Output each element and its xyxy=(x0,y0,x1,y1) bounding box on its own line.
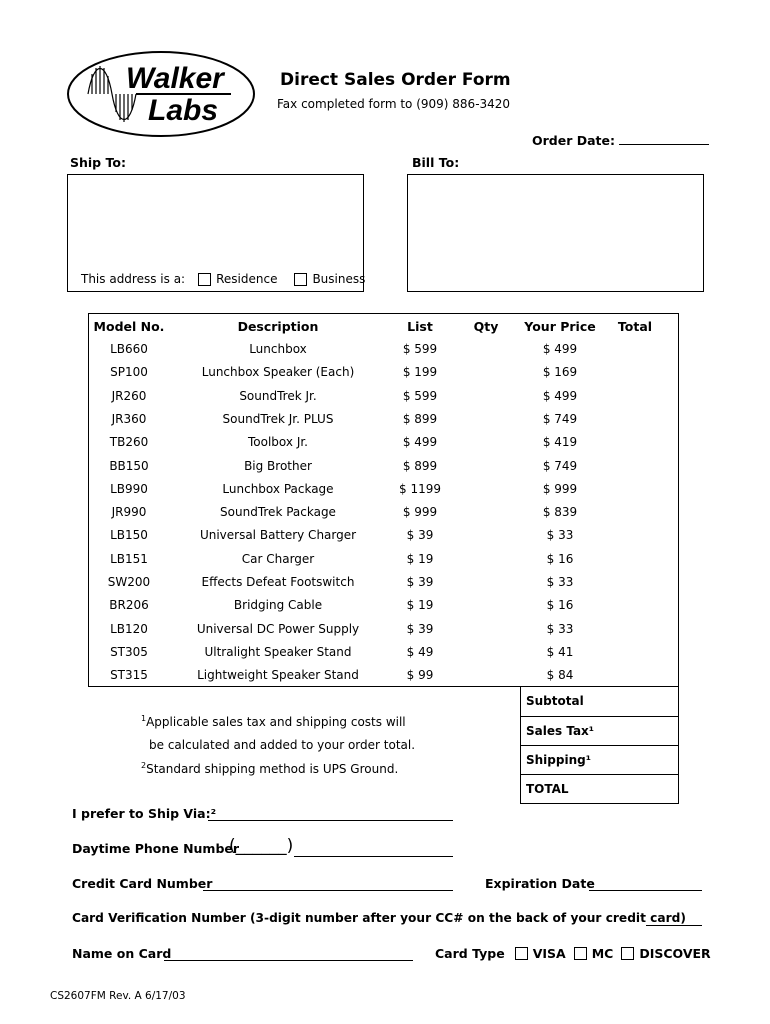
table-row xyxy=(89,524,678,547)
qty-cell[interactable] xyxy=(461,431,511,454)
your-price-cell: $ 999 xyxy=(542,481,578,496)
description-cell: Lunchbox Package xyxy=(222,481,334,496)
table-row xyxy=(89,571,678,594)
your-price-cell: $ 499 xyxy=(542,342,578,356)
note-1: $^1$Applicable sales tax and shipping costs will xyxy=(141,714,406,729)
model-cell: SP100 xyxy=(110,365,148,380)
total-row[interactable]: TOTAL xyxy=(521,774,678,803)
your-price-cell: $ 499 xyxy=(542,388,578,403)
qty-cell[interactable] xyxy=(461,641,511,664)
table-row xyxy=(89,641,678,664)
your-price-cell: $ 41 xyxy=(546,644,574,659)
bill-to-box[interactable] xyxy=(407,174,704,292)
expiration-line[interactable] xyxy=(589,890,702,891)
qty-cell[interactable] xyxy=(461,455,511,478)
business-label: Business xyxy=(312,272,366,286)
ship-via-line[interactable] xyxy=(208,820,453,821)
model-cell: BB150 xyxy=(109,458,149,473)
model-cell: LB120 xyxy=(110,621,148,636)
discover-label: DISCOVER xyxy=(639,946,711,961)
order-date-label: Order Date: xyxy=(532,133,615,148)
form-title: Direct Sales Order Form xyxy=(280,70,511,90)
note-1-line-1: Applicable sales tax and shipping costs will xyxy=(146,715,406,729)
total-cell[interactable] xyxy=(609,664,661,687)
ship-to-label: Ship To: xyxy=(70,155,126,170)
table-row xyxy=(89,501,678,524)
description-cell: Effects Defeat Footswitch xyxy=(201,575,355,589)
total-cell[interactable] xyxy=(609,524,661,547)
total-cell[interactable] xyxy=(609,455,661,478)
totals-box xyxy=(520,686,679,804)
list-price-cell: $ 599 xyxy=(402,388,438,403)
total-cell[interactable] xyxy=(609,501,661,524)
your-price-cell: $ 84 xyxy=(546,668,574,683)
qty-cell[interactable] xyxy=(461,338,511,361)
list-price-cell: $ 199 xyxy=(402,365,438,380)
list-price-cell: $ 599 xyxy=(402,342,438,356)
your-price-cell: $ 33 xyxy=(546,528,574,543)
table-row xyxy=(89,618,678,641)
list-price-cell: $ 39 xyxy=(406,528,434,543)
table-row xyxy=(89,478,678,501)
description-cell: SoundTrek Package xyxy=(220,505,336,520)
header-your-price: Your Price xyxy=(524,319,596,334)
visa-checkbox[interactable] xyxy=(515,947,528,960)
qty-cell[interactable] xyxy=(461,571,511,594)
header-description: Description xyxy=(237,319,319,334)
your-price-cell: $ 33 xyxy=(546,575,574,589)
table-row xyxy=(89,455,678,478)
description-cell: Universal Battery Charger xyxy=(199,528,357,543)
phone-line[interactable] xyxy=(294,856,453,857)
bill-to-label: Bill To: xyxy=(412,155,460,170)
your-price-cell: $ 749 xyxy=(542,411,578,426)
list-price-cell: $ 899 xyxy=(402,458,438,473)
model-cell: SW200 xyxy=(107,575,151,589)
list-price-cell: $ 1199 xyxy=(399,481,441,496)
qty-cell[interactable] xyxy=(461,618,511,641)
total-cell[interactable] xyxy=(609,361,661,384)
credit-card-line[interactable] xyxy=(203,890,453,891)
model-cell: ST315 xyxy=(110,668,148,683)
model-cell: JR990 xyxy=(111,505,147,520)
header-list: List xyxy=(407,319,433,334)
list-price-cell: $ 39 xyxy=(406,621,434,636)
qty-cell[interactable] xyxy=(461,361,511,384)
qty-cell[interactable] xyxy=(461,501,511,524)
total-cell[interactable] xyxy=(609,641,661,664)
table-row xyxy=(89,548,678,571)
description-cell: Lightweight Speaker Stand xyxy=(197,668,359,683)
note-2-text: Standard shipping method is UPS Ground. xyxy=(146,762,399,776)
list-price-cell: $ 19 xyxy=(406,598,434,613)
your-price-cell: $ 839 xyxy=(542,505,578,520)
table-row xyxy=(89,361,678,384)
total-cell[interactable] xyxy=(609,431,661,454)
table-row xyxy=(89,431,678,454)
business-checkbox[interactable] xyxy=(294,273,307,286)
description-cell: Bridging Cable xyxy=(233,598,323,613)
model-cell: BR206 xyxy=(109,598,149,613)
sales-tax-row[interactable]: Sales Tax¹ xyxy=(521,716,678,745)
description-cell: Toolbox Jr. xyxy=(248,435,308,450)
order-date-field[interactable] xyxy=(532,132,709,148)
mc-checkbox[interactable] xyxy=(574,947,587,960)
total-cell[interactable] xyxy=(609,385,661,408)
table-row xyxy=(89,664,678,687)
phone-area-code[interactable]: (______) xyxy=(229,836,294,856)
shipping-row[interactable]: Shipping¹ xyxy=(521,745,678,774)
your-price-cell: $ 16 xyxy=(546,551,574,566)
model-cell: JR360 xyxy=(111,411,147,426)
total-cell[interactable] xyxy=(609,618,661,641)
note-2: $^2$Standard shipping method is UPS Ground. xyxy=(141,761,399,776)
cvv-label: Card Verification Number (3-digit number after your CC# on the back of your credit card) xyxy=(72,911,686,925)
order-date-line[interactable] xyxy=(619,132,709,145)
model-cell: JR260 xyxy=(111,388,147,403)
total-cell[interactable] xyxy=(609,571,661,594)
walker-labs-logo xyxy=(66,50,256,138)
table-row xyxy=(89,338,678,361)
your-price-cell: $ 169 xyxy=(542,365,578,380)
form-revision-footer: CS2607FM Rev. A 6/17/03 xyxy=(50,990,186,1002)
credit-card-label: Credit Card Number xyxy=(72,876,213,891)
header-total: Total xyxy=(617,319,653,334)
description-cell: SoundTrek Jr. xyxy=(239,388,317,403)
qty-cell[interactable] xyxy=(461,385,511,408)
total-cell[interactable] xyxy=(609,478,661,501)
description-cell: Universal DC Power Supply xyxy=(196,621,360,636)
header-qty: Qty xyxy=(473,319,499,334)
description-cell: Ultralight Speaker Stand xyxy=(204,644,352,659)
mc-label: MC xyxy=(591,946,614,961)
qty-cell[interactable] xyxy=(461,478,511,501)
total-cell[interactable] xyxy=(609,408,661,431)
name-on-card-label: Name on Card xyxy=(72,946,172,961)
residence-label: Residence xyxy=(216,272,278,286)
your-price-cell: $ 33 xyxy=(546,621,574,636)
description-cell: Lunchbox Speaker (Each) xyxy=(201,365,355,380)
qty-cell[interactable] xyxy=(461,594,511,617)
description-cell: Lunchbox xyxy=(249,342,307,356)
qty-cell[interactable] xyxy=(461,408,511,431)
header-model: Model No. xyxy=(93,319,165,334)
subtotal-row[interactable]: Subtotal xyxy=(526,694,584,708)
list-price-cell: $ 499 xyxy=(402,435,438,450)
cvv-line[interactable] xyxy=(646,925,702,926)
address-type-label: This address is a: xyxy=(81,272,186,286)
residence-checkbox[interactable] xyxy=(198,273,211,286)
list-price-cell: $ 19 xyxy=(406,551,434,566)
table-row xyxy=(89,594,678,617)
phone-label: Daytime Phone Number xyxy=(72,841,240,856)
ship-via-label: I prefer to Ship Via:² xyxy=(72,806,217,821)
discover-checkbox[interactable] xyxy=(621,947,634,960)
logo-text-walker: Walker xyxy=(126,62,224,95)
total-cell[interactable] xyxy=(609,548,661,571)
model-cell: ST305 xyxy=(110,644,148,659)
table-header xyxy=(89,315,678,338)
name-on-card-line[interactable] xyxy=(164,960,413,961)
visa-label: VISA xyxy=(532,946,566,961)
list-price-cell: $ 39 xyxy=(406,575,434,589)
fax-instructions: Fax completed form to (909) 886-3420 xyxy=(277,97,511,111)
description-cell: Car Charger xyxy=(241,551,315,566)
your-price-cell: $ 749 xyxy=(542,458,578,473)
list-price-cell: $ 999 xyxy=(402,505,438,520)
list-price-cell: $ 49 xyxy=(406,644,434,659)
model-cell: LB150 xyxy=(110,528,148,543)
your-price-cell: $ 419 xyxy=(542,435,578,450)
expiration-label: Expiration Date xyxy=(485,876,595,891)
note-1-line-2: be calculated and added to your order total. xyxy=(149,738,416,752)
qty-cell[interactable] xyxy=(461,548,511,571)
model-cell: LB660 xyxy=(110,342,148,356)
list-price-cell: $ 99 xyxy=(406,668,434,683)
product-table xyxy=(88,313,679,687)
description-cell: SoundTrek Jr. PLUS xyxy=(222,411,334,426)
qty-cell[interactable] xyxy=(461,524,511,547)
model-cell: LB151 xyxy=(110,551,148,566)
description-cell: Big Brother xyxy=(244,458,312,473)
qty-cell[interactable] xyxy=(461,664,511,687)
your-price-cell: $ 16 xyxy=(546,598,574,613)
card-type xyxy=(435,946,711,961)
list-price-cell: $ 899 xyxy=(402,411,438,426)
table-row xyxy=(89,385,678,408)
table-row xyxy=(89,408,678,431)
model-cell: TB260 xyxy=(109,435,149,450)
total-cell[interactable] xyxy=(609,338,661,361)
total-cell[interactable] xyxy=(609,594,661,617)
logo-text-labs: Labs xyxy=(148,94,219,127)
model-cell: LB990 xyxy=(110,481,148,496)
card-type-label: Card Type xyxy=(435,946,505,961)
address-type xyxy=(81,272,365,286)
